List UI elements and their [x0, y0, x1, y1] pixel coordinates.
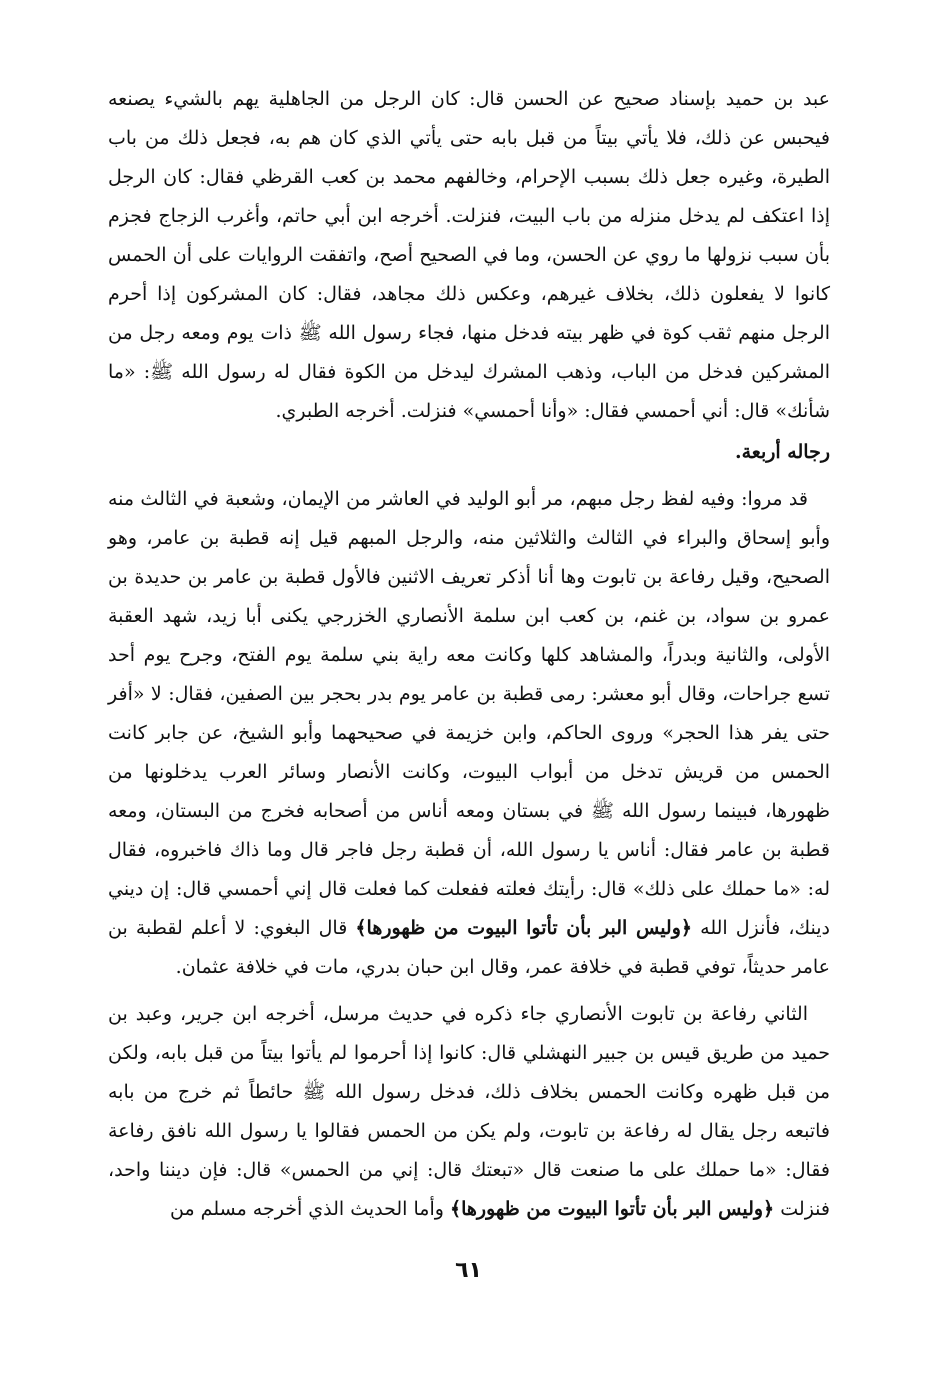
quran-quote: ﴿وليس البر بأن تأتوا البيوت من ظهورها﴾ — [355, 917, 693, 939]
section-heading: رجاله أربعة. — [734, 441, 830, 463]
page-body — [108, 80, 830, 1229]
paragraph-2 — [108, 480, 830, 987]
paragraph-2-tail: قال البغوي: لا أعلم لقطبة بن عامر حديثاً، توفي قطبة في خلافة عمر، وقال ابن حبان بدري، مات في خلافة عثمان. — [108, 917, 830, 978]
paragraph-3-text: الثاني رفاعة بن تابوت الأنصاري جاء ذكره في حديث مرسل، أخرجه ابن جرير، وعبد بن حميد من طريق قيس بن جبير النهشلي قال: كانوا إذا أحرموا لم يأتوا بيتاً من قبل بابه، ولكن من قبل ظهره وكانت الحمس بخلاف ذلك، فدخل رسول الله ﷺ حائطاً ثم خرج من بابه فاتبعه رجل يقال له رفاعة بن تابوت، ولم يكن من الحمس فقالوا يا رسول الله نافق رفاعة فقال: «ما حملك على ما صنعت قال «تبعتك قال: إني من الحمس» قال: فإن ديننا واحد، فنزلت — [108, 1003, 830, 1220]
paragraph-3 — [108, 995, 830, 1229]
paragraph-3-tail: وأما الحديث الذي أخرجه مسلم من — [170, 1198, 444, 1220]
paragraph-1: عبد بن حميد بإسناد صحيح عن الحسن قال: كان الرجل من الجاهلية يهم بالشيء يصنعه فيحبس عن ذلك، فلا يأتي بيتاً من قبل بابه حتى يأتي الذي كان هم به، فجعل ذلك من باب الطيرة، وغيره جعل ذلك بسبب الإحرام، وخالفهم محمد بن كعب القرظي فقال: كان الرجل إذا اعتكف لم يدخل منزله من باب البيت، فنزلت. أخرجه ابن أبي حاتم، وأغرب الزجاج فجزم بأن سبب نزولها ما روي عن الحسن، وما في الصحيح أصح، واتفقت الروايات على أن الحمس كانوا لا يفعلون ذلك، بخلاف غيرهم، وعكس ذلك مجاهد، فقال: كان المشركون إذا أحرم الرجل منهم ثقب كوة في ظهر بيته فدخل منها، فجاء رسول الله ﷺ ذات يوم ومعه رجل من المشركين فدخل من الباب، وذهب المشرك ليدخل من الكوة فقال له رسول الله ﷺ: «ما شأنك» قال: أني أحمسي فقال: «وأنا أحمسي» فنزلت. أخرجه الطبري. — [108, 88, 830, 422]
quran-quote: ﴿وليس البر بأن تأتوا البيوت من ظهورها﴾ — [449, 1198, 775, 1220]
paragraph-2-text: قد مروا: وفيه لفظ رجل مبهم، مر أبو الوليد في العاشر من الإيمان، وشعبة في الثالث منه وأبو إسحاق والبراء في الثالث والثلاثين منه، والرجل المبهم قيل إنه قطبة بن عامر، وهو الصحيح، وقيل رفاعة بن تابوت وها أنا أذكر تعريف الاثنين فالأول قطبة بن عامر بن حديدة بن عمرو بن سواد، بن غنم، بن كعب ابن سلمة الأنصاري الخزرجي يكنى أبا زيد، شهد العقبة الأولى، والثانية وبدراً، والمشاهد كلها وكانت معه راية بني سلمة يوم الفتح، وجرح يوم أحد تسع جراحات، وقال أبو معشر: رمى قطبة بن عامر يوم بدر بحجر بين الصفين، فقال: لا «أفر حتى يفر هذا الحجر» وروى الحاكم، وابن خزيمة في صحيحهما وأبو الشيخ، عن جابر كانت الحمس من قريش تدخل من أبواب البيوت، وكانت الأنصار وسائر العرب يدخلونها من ظهورها، فبينما رسول الله ﷺ في بستان ومعه أناس من أصحابه فخرج من البستان، ومعه قطبة بن عامر فقال: أناس يا رسول الله، أن قطبة رجل فاجر قال وما ذاك فاخبروه، فقال له: «ما حملك على ذلك» قال: رأيتك فعلته ففعلت كما فعلت قال إني أحمسي قال: إن ديني دينك، فأنزل الله — [108, 488, 831, 939]
page-number: ٦١ — [455, 1258, 482, 1283]
